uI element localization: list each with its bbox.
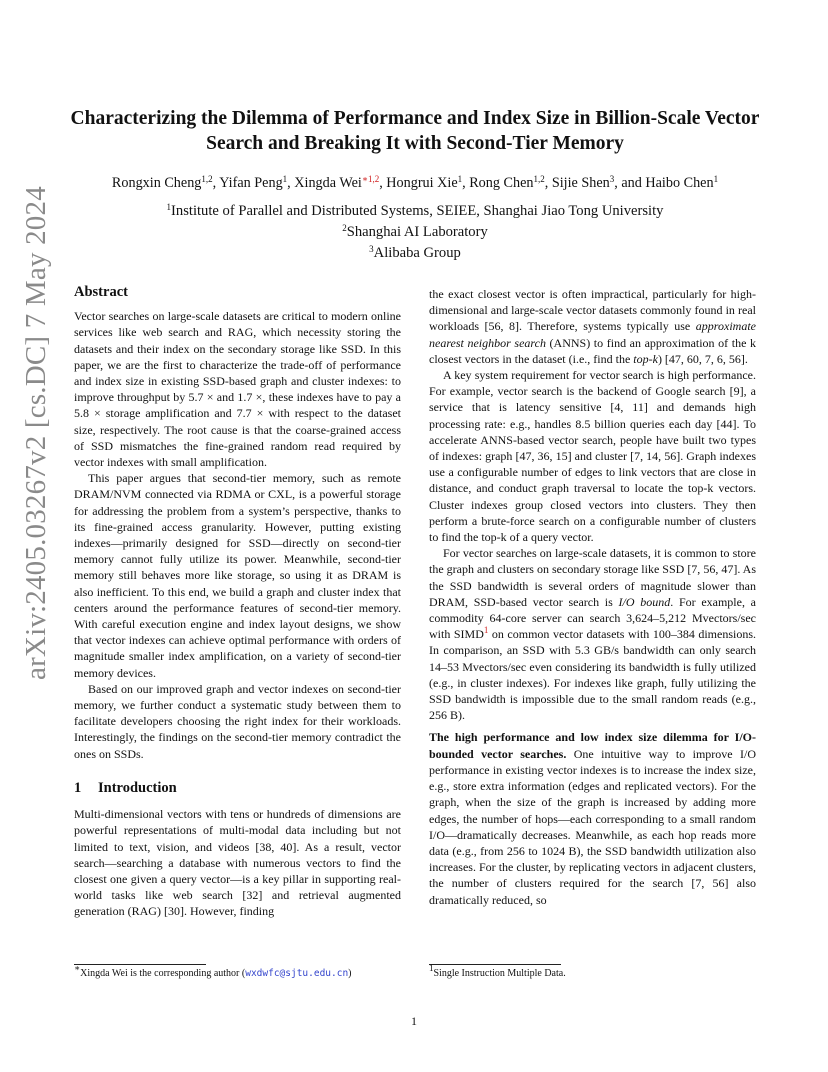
footnote-marker: 1 <box>483 625 489 636</box>
body-paragraph: A key system requirement for vector search is high performance. For example, vector search is the backend of Google search [9], a service that is latency sensitive [4, 11] and demands high processing rate: e.g., handles 8.5 billion queries each day [44]. To accelerate ANNS-based vector search, people have built two types of indexes: graph [47, 36, 15] and cluster [7, 14, 56]. Graph indexes use a configurable number of edges to link vectors that are close in distance, and conduct graph traversal to locate the top-k vectors. Cluster indexes group closed vectors into clusters. They then perform a brute-force search on a configurable number of clusters to find the top-k of a query vector. <box>429 368 756 545</box>
author: Rong Chen$^{1,2}$ <box>469 174 545 191</box>
affiliation: $^3$Alibaba Group <box>369 244 461 261</box>
right-column <box>429 286 756 908</box>
author: Sijie Shen$^3$ <box>551 174 615 191</box>
footnote-rule <box>429 964 561 965</box>
intro-paragraph: Multi-dimensional vectors with tens or hundreds of dimensions are powerful representations of multi-modal data including but not limited to text, vision, and videos [38, 40]. As a result, vector search—searching a database with numerous vectors to find the closest one given a query vector—is a key pillar in supporting real-world tasks like web search [32] and retrieval augmented generation (RAG) [30]. However, finding <box>74 807 401 919</box>
affiliation: $^1$Institute of Parallel and Distributed Systems, SEIEE, Shanghai Jiao Tong University <box>166 202 664 219</box>
footnote-simd: $^1$Single Instruction Multiple Data. <box>429 963 566 979</box>
body-paragraph: The high performance and low index size dilemma for I/O-bounded vector searches. One intuitive way to improve I/O performance in existing vector indexes is to increase the index size, e.g., store extra information (edges and replicated vectors). For the graph, when the size of the graph is increased by adding more edges, the number of hops—each corresponding to a small random I/O—dramatically decreases. Meanwhile, as each hop reads more data (e.g., from 256 to 1024 B), the SSD bandwidth utilization also increases. For the cluster, by replicating vectors in adjacent clusters, the number of clusters required for the search [7, 56] also dramatically reduced, so <box>429 730 756 907</box>
left-column <box>74 284 401 920</box>
abstract-paragraph: This paper argues that second-tier memory, such as remote DRAM/NVM connected via RDMA or CXL, is a powerful storage for addressing the problem from a system’s perspective, thanks to its fine-grained access granularity. However, putting existing indexes—primarily designed for SSD—directly on second-tier memory cannot fully utilize its power. Meanwhile, second-tier memory still behaves more like storage, so using it as DRAM is also inefficient. To this end, we build a graph and cluster index that centers around the performance features of second-tier memory. With careful execution engine and index layout designs, we show that vector indexes can achieve optimal performance with orders of magnitude smaller index amplification, on a variety of second-tier memory devices. <box>74 471 401 680</box>
email-link: wxdwfc@sjtu.edu.cn <box>245 968 349 979</box>
abstract-paragraph: Vector searches on large-scale datasets are critical to modern online services like web search and RAG, which necessity storing the datasets and their index on the secondary storage like SSD. In this paper, we are the first to characterize the trade-off of performance and index size in existing SSD-based graph and cluster indexes: to improve throughput by 5.7 × and 1.7 ×, these indexes have to pay a 5.8 × storage amplification and 7.7 × with respect to the dataset size, respectively. The root cause is that the coarse-grained access of SSD mismatches the fine-grained random read required by vector indexes with small amplification. <box>74 309 401 470</box>
introduction-heading: 1 Introduction <box>74 779 177 796</box>
author-list: Rongxin Cheng$^{1,2}$, Yifan Peng$^1$, Xingda Wei$^{∗1,2}$, Hongrui Xie$^1$, Rong Chen$^{1,2}$, Sijie Shen$^3$, and Haibo Chen$^1$ <box>111 174 719 191</box>
author: Haibo Chen$^1$ <box>645 174 719 191</box>
body-paragraph: For vector searches on large-scale datasets, it is common to store the graph and clusters on secondary storage like SSD [7, 56, 47]. As the SSD bandwidth is several orders of magnitude slower than DRAM, SSD-based vector search is I/O bound. For example, a commodity 64-core server can search 3,624–5,212 Mvectors/sec with SIMD$^1$ on common vector datasets with 100–384 dimensions. In comparison, an SSD with 5.3 GB/s bandwidth can only search 14–53 Mvectors/sec even considering its bandwidth is fully utilized (e.g., in cluster indexes). For indexes like graph, fully utilizing the SSD bandwidth is impossible due to the small random reads (e.g., 256 B). <box>429 546 757 723</box>
abstract-heading: Abstract <box>74 284 128 300</box>
author: Xingda Wei$^{∗1,2}$ <box>294 174 380 191</box>
abstract-paragraph: Based on our improved graph and vector indexes on second-tier memory, we further conduct a systematic study between them to facilitate developers choosing the right index for their workloads. Interestingly, the findings on the second-tier memory contradict the ones on SSDs. <box>74 681 401 761</box>
author: Yifan Peng$^1$ <box>219 174 288 191</box>
paper-title: Characterizing the Dilemma of Performance and Index Size in Billion-Scale Vector Search and Breaking It with Second-Tier Memory <box>70 108 760 154</box>
footnote-rule <box>74 964 206 965</box>
author: Hongrui Xie$^1$ <box>386 174 463 191</box>
arxiv-identifier-stamp: arXiv:2405.03267v2 [cs.DC] 7 May 2024 <box>20 186 52 680</box>
author: Rongxin Cheng$^{1,2}$ <box>111 174 213 191</box>
body-paragraph: the exact closest vector is often impractical, particularly for high-dimensional and large-scale vector datasets commonly found in real workloads [56, 8]. Therefore, systems typically use approximate nearest neighbor search (ANNS) to find an approximation of the k closest vectors in the dataset (i.e., find the top-k) [47, 60, 7, 6, 56]. <box>429 287 756 366</box>
affiliation: $^2$Shanghai AI Laboratory <box>342 223 488 240</box>
footnote-corresponding-author: ∗Xingda Wei is the corresponding author (wxdwfc@sjtu.edu.cn) <box>74 963 352 979</box>
page-number: 1 <box>411 1014 417 1028</box>
